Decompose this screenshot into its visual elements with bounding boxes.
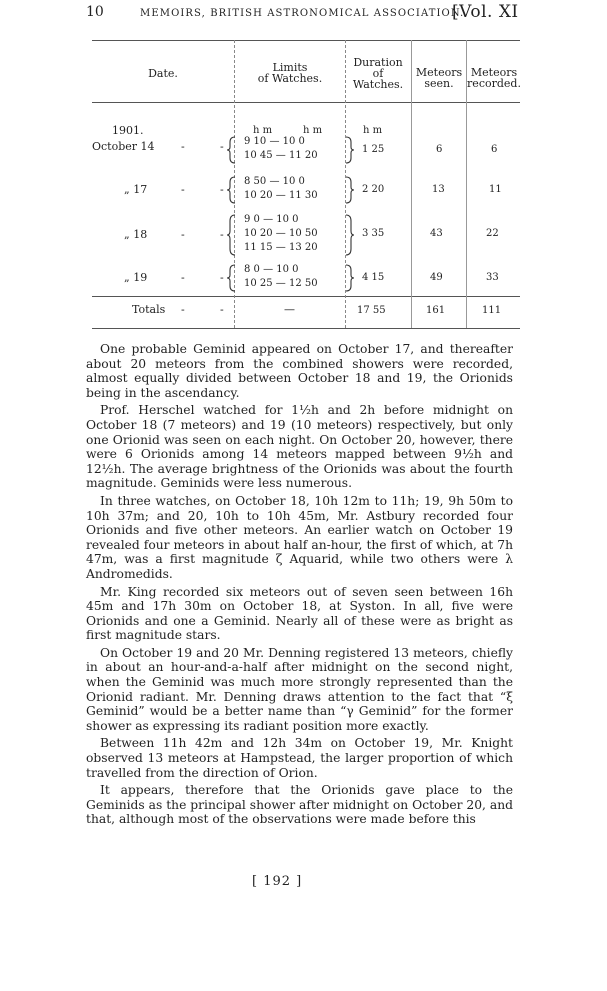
- row-dash: -: [220, 140, 224, 153]
- row-dash: -: [181, 183, 185, 196]
- left-brace: [226, 176, 236, 204]
- row-dash: -: [181, 271, 185, 284]
- header-seen-line2: seen.: [424, 77, 454, 90]
- header-recorded-line2: recorded.: [467, 77, 521, 90]
- header-duration-line2: of: [372, 67, 384, 80]
- paragraph: Between 11h 42m and 12h 34m on October 19, Mr. Knight observed 13 meteors at Hampstead, the larger proportion of which travelled from the direction of Orion.: [86, 736, 513, 780]
- watch-limit: 10 20 — 10 50: [244, 228, 318, 239]
- row-recorded: 6: [491, 144, 498, 155]
- paragraph: It appears, therefore that the Orionids gave place to the Geminids as the principal shower after midnight on October 20, and that, although most of the observations were made before this: [86, 783, 513, 827]
- paragraph: In three watches, on October 18, 10h 12m to 11h; 19, 9h 50m to 10h 37m; and 20, 10h to 10h 45m, Mr. Astbury recorded four Orionids and five other meteors. An earlier watch on October 19 revealed four meteors in about half an-hour, the first of which, at 7h 47m, was a first magnitude ζ Aquarid, while two others were λ Andromedids.: [86, 493, 513, 581]
- row-dash: -: [220, 183, 224, 196]
- watch-limit: 9 0 — 10 0: [244, 214, 299, 225]
- row-seen: 13: [432, 184, 445, 195]
- header-meteors-recorded: [467, 67, 521, 89]
- row-dash: -: [220, 271, 224, 284]
- row-seen: 43: [430, 228, 443, 239]
- row-duration: 3 35: [362, 228, 385, 239]
- watch-limit: 10 25 — 12 50: [244, 278, 318, 289]
- header-date: Date.: [148, 67, 178, 80]
- watch-limit: 8 0 — 10 0: [244, 264, 299, 275]
- table-bottom-rule: [92, 328, 520, 329]
- watch-limit: 10 20 — 11 30: [244, 190, 318, 201]
- row-duration: 1 25: [362, 144, 385, 155]
- right-brace: [345, 214, 355, 256]
- header-duration-line3: Watches.: [352, 78, 404, 91]
- row-seen: 6: [436, 144, 443, 155]
- row-date: „ 19: [124, 271, 148, 284]
- header-seen-line1: Meteors: [415, 66, 463, 79]
- watch-limit: 8 50 — 10 0: [244, 176, 305, 187]
- page-number: 10: [86, 4, 104, 20]
- row-duration: 4 15: [362, 272, 385, 283]
- totals-dash: -: [220, 303, 224, 316]
- row-duration: 2 20: [362, 184, 385, 195]
- paragraph: Mr. King recorded six meteors out of seven seen between 16h 45m and 17h 30m on October 18, at Syston. In all, five were Orionids and one a Geminid. Nearly all of these were as bright as first magnitude stars.: [86, 584, 513, 643]
- paragraph: On October 19 and 20 Mr. Denning registered 13 meteors, chiefly in about an hour-and-a-half after midnight on the second night, when the Geminid was much more strongly represented than the Orionid radiant. Mr. Denning draws attention to the fact that “ξ Geminid” would be a better name than “γ Geminid” for the former shower as expressing its radiant position more exactly.: [86, 645, 513, 733]
- header-limits-line2: of Watches.: [257, 72, 323, 85]
- left-brace: [226, 264, 236, 292]
- right-brace: [345, 264, 355, 292]
- right-brace: [345, 176, 355, 204]
- table-totals-rule: [92, 296, 520, 297]
- totals-dash: -: [181, 303, 185, 316]
- row-dash: -: [181, 228, 185, 241]
- table-header-rule: [92, 102, 520, 103]
- header-duration: [348, 57, 408, 90]
- row-recorded: 11: [489, 184, 502, 195]
- running-title: MEMOIRS, BRITISH ASTRONOMICAL ASSOCIATION.: [140, 8, 465, 19]
- row-dash: -: [181, 140, 185, 153]
- paragraph: Prof. Herschel watched for 1½h and 2h before midnight on October 18 (7 meteors) and 19 (10 meteors) respectively, but only one Orionid was seen on each night. On October 20, however, there were 6 Orionids among 14 meteors mapped between 9½h and 12½h. The average brightness of the Orionids was about the fourth magnitude. Geminids were less numerous.: [86, 403, 513, 491]
- totals-seen: 161: [426, 305, 446, 316]
- unit-hm: h m: [303, 125, 323, 136]
- totals-label: Totals: [132, 303, 166, 316]
- volume-label: [Vol. XI: [452, 2, 519, 22]
- totals-limits: —: [284, 303, 295, 316]
- row-dash: -: [220, 228, 224, 241]
- row-date: „ 17: [124, 183, 148, 196]
- header-duration-line1: Duration: [353, 56, 403, 69]
- right-brace: [345, 136, 355, 164]
- watch-limit: 10 45 — 11 20: [244, 150, 318, 161]
- header-limits: [240, 62, 340, 84]
- row-date: October 14: [92, 140, 155, 153]
- paragraph: One probable Geminid appeared on October 17, and thereafter about 20 meteors from the combined showers were recorded, almost equally divided between October 18 and 19, the Orionids being in the ascendancy.: [86, 342, 513, 400]
- totals-duration: 17 55: [357, 305, 386, 316]
- row-recorded: 33: [486, 272, 499, 283]
- row-recorded: 22: [486, 228, 499, 239]
- header-limits-line1: Limits: [272, 61, 308, 74]
- row-seen: 49: [430, 272, 443, 283]
- table-top-rule: [92, 40, 520, 41]
- watch-limit: 9 10 — 10 0: [244, 136, 305, 147]
- unit-hm: h m: [253, 125, 273, 136]
- totals-recorded: 111: [482, 305, 502, 316]
- year-label: 1901.: [112, 124, 144, 137]
- unit-hm: h m: [363, 125, 383, 136]
- header-recorded-line1: Meteors: [470, 66, 518, 79]
- left-brace: [226, 136, 236, 164]
- row-date: „ 18: [124, 228, 148, 241]
- body-text: [86, 342, 513, 830]
- left-brace: [226, 214, 236, 256]
- header-meteors-seen: [412, 67, 466, 89]
- watch-limit: 11 15 — 13 20: [244, 242, 318, 253]
- footer-page-marker: [ 192 ]: [252, 874, 303, 889]
